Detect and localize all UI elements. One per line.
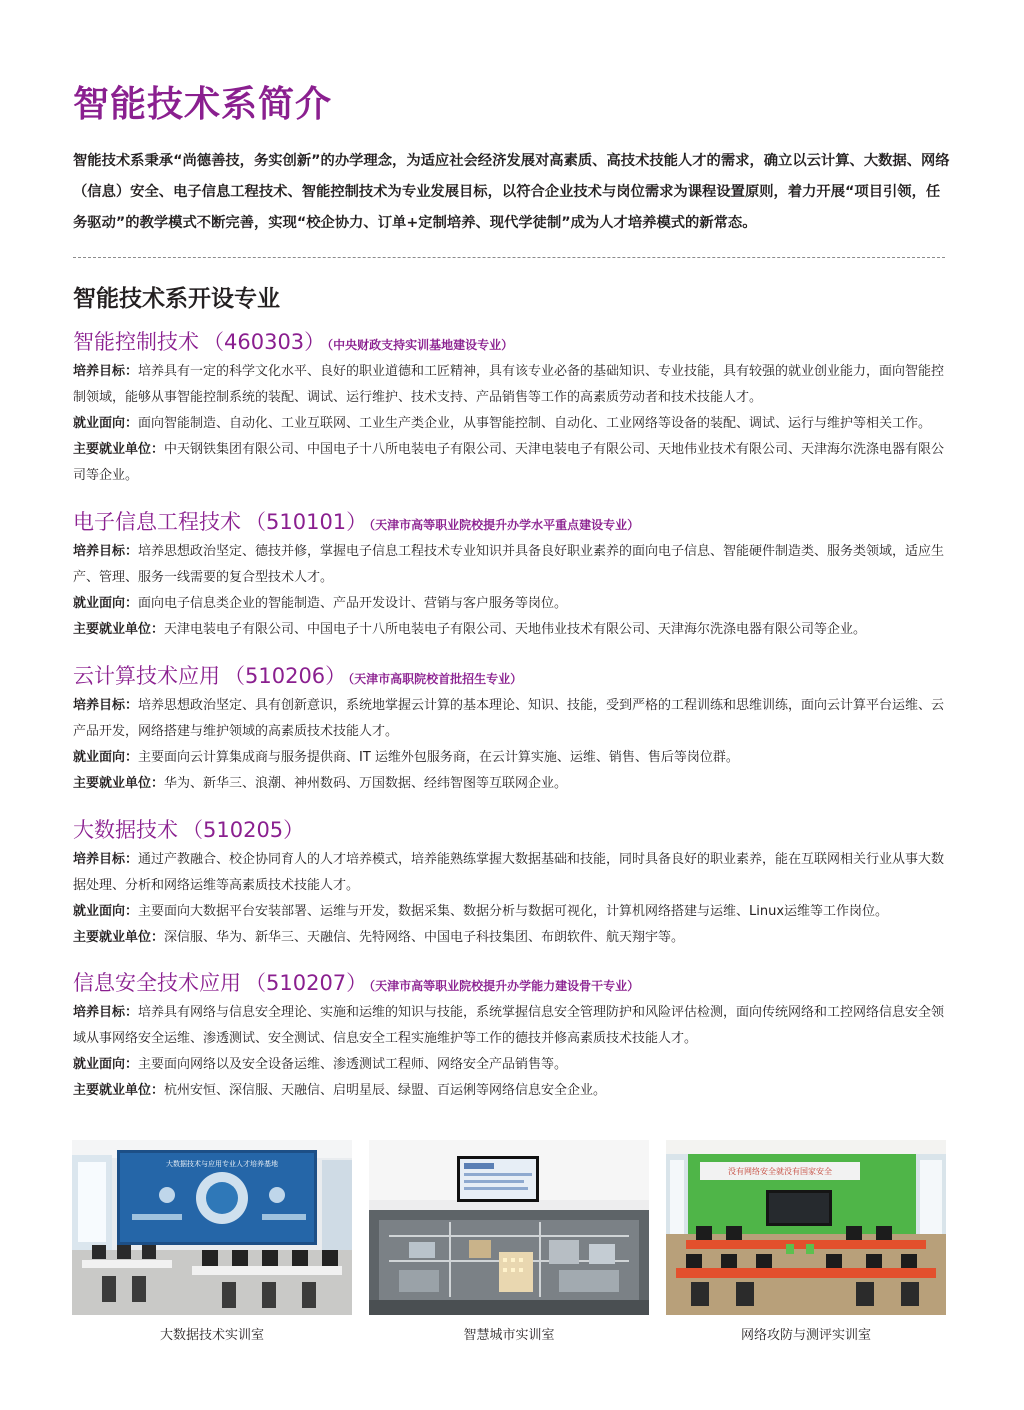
major-note: （天津市高等职业院校提升办学能力建设骨干专业） [369,979,640,993]
major-note: （中央财政支持实训基地建设专业） [327,338,514,352]
major-code: （510205） [182,818,305,842]
lab-slogan-text: 没有网络安全就没有国家安全 [728,1167,832,1176]
goal-text: 培养具有一定的科学文化水平、良好的职业道德和工匠精神，具有该专业必备的基础知识、专业技能，具有较强的就业创业能力，面向智能控制领域，能够从事智能控制系统的装配、调试、运行维护、技术支持、产品销售等工作的高素质劳动者和技术技能人才。 [73,364,945,405]
employers-label: 主要就业单位： [73,442,165,457]
jobs-text: 主要面向大数据平台安装部署、运维与开发，数据采集、数据分析与数据可视化，计算机网络搭建与运维、Linux运维等工作岗位。 [138,904,889,919]
lab-sign-text: 大数据技术与应用专业人才培养基地 [166,1160,278,1168]
goal-text: 培养思想政治坚定、具有创新意识，系统地掌握云计算的基本理论、知识、技能，受到严格的工程训练和思维训练，面向云计算平台运维、云产品开发，网络搭建与维护领域的高素质技术技能人才。 [73,698,945,739]
employers-text: 杭州安恒、深信服、天融信、启明星辰、绿盟、百运俐等网络信息安全企业。 [164,1083,607,1098]
photo-caption: 智慧城市实训室 [463,1328,555,1343]
employers-text: 深信服、华为、新华三、天融信、先特网络、中国电子科技集团、布朗软件、航天翔宇等。 [164,930,685,945]
jobs-label: 就业面向： [73,596,139,611]
goal-label: 培养目标： [73,698,139,713]
jobs-label: 就业面向： [73,1057,139,1072]
goal-text: 培养思想政治坚定、德技并修，掌握电子信息工程技术专业知识并具备良好职业素养的面向电子信息、智能硬件制造类、服务类领域，适应生产、管理、服务一线需要的复合型技术人才。 [73,544,945,585]
major-note: （天津市高等职业院校提升办学水平重点建设专业） [369,518,640,532]
jobs-text: 面向电子信息类企业的智能制造、产品开发设计、营销与客户服务等岗位。 [138,596,568,611]
page-title: 智能技术系简介 [73,84,333,125]
photo-smart-city-lab [369,1140,649,1315]
goal-label: 培养目标： [73,364,139,379]
employers-text: 天津电装电子有限公司、中国电子十八所电装电子有限公司、天地伟业技术有限公司、天津海尔洗涤电器有限公司等企业。 [164,622,867,637]
jobs-text: 主要面向云计算集成商与服务提供商、IT 运维外包服务商，在云计算实施、运维、销售、售后等岗位群。 [138,750,739,765]
major-employers [73,771,953,797]
jobs-label: 就业面向： [73,416,139,431]
major-jobs [73,591,953,617]
major-heading [73,966,953,1000]
jobs-text: 主要面向网络以及安全设备运维、渗透测试工程师、网络安全产品销售等。 [138,1057,568,1072]
photo-big-data-lab [72,1140,352,1315]
jobs-text: 面向智能制造、自动化、工业互联网、工业生产类企业，从事智能控制、自动化、工业网络等设备的装配、调试、运行与维护等相关工作。 [138,416,932,431]
dashed-divider [73,257,945,258]
major-jobs [73,1052,953,1078]
major-jobs [73,411,953,437]
major-heading [73,813,953,847]
goal-label: 培养目标： [73,544,139,559]
employers-text: 华为、新华三、浪潮、神州数码、万国数据、经纬智图等互联网企业。 [164,776,568,791]
major-employers [73,617,953,643]
major-name: 大数据技术 [73,818,178,842]
major-heading [73,505,953,539]
photo-network-security-lab [666,1140,946,1315]
major-employers [73,1078,953,1104]
major-employers [73,437,953,489]
major-note: （天津市高职院校首批招生专业） [348,672,523,686]
major-goal [73,847,953,899]
major-goal [73,359,953,411]
major-heading [73,659,953,693]
major-name: 信息安全技术应用 [73,971,241,995]
major-code: （510206） [224,664,347,688]
major-employers [73,925,953,951]
section-title: 智能技术系开设专业 [73,286,280,312]
major-name: 电子信息工程技术 [73,510,241,534]
intro-paragraph: 智能技术系秉承“尚德善技，务实创新”的办学理念，为适应社会经济发展对高素质、高技术技能人才的需求，确立以云计算、大数据、网络（信息）安全、电子信息工程技术、智能控制技术为专业发展目标，以符合企业技术与岗位需求为课程设置原则，着力开展“项目引领，任务驱动”的教学模式不断完善，实现“校企协力、订单+定制培养、现代学徒制”成为人才培养模式的新常态。 [73,153,950,231]
photo-caption: 大数据技术实训室 [159,1328,264,1343]
major-block-info-security [73,966,953,1104]
goal-text: 通过产教融合、校企协同育人的人才培养模式，培养能熟练掌握大数据基础和技能，同时具备良好的职业素养，能在互联网相关行业从事大数据处理、分析和网络运维等高素质技术技能人才。 [73,852,945,893]
goal-label: 培养目标： [73,852,139,867]
major-heading [73,325,953,359]
major-block-intelligent-control [73,325,953,489]
photo-caption: 网络攻防与测评实训室 [740,1328,871,1343]
goal-label: 培养目标： [73,1005,139,1020]
jobs-label: 就业面向： [73,904,139,919]
major-goal [73,539,953,591]
major-name: 智能控制技术 [73,330,199,354]
goal-text: 培养具有网络与信息安全理论、实施和运维的知识与技能，系统掌握信息安全管理防护和风险评估检测，面向传统网络和工控网络信息安全领域从事网络安全运维、渗透测试、安全测试、信息安全工程实施维护等工作的德技并修高素质技术技能人才。 [73,1005,945,1046]
jobs-label: 就业面向： [73,750,139,765]
employers-label: 主要就业单位： [73,622,165,637]
major-block-cloud-computing [73,659,953,797]
employers-label: 主要就业单位： [73,930,165,945]
major-code: （510101） [245,510,368,534]
major-jobs [73,899,953,925]
employers-text: 中天钢铁集团有限公司、中国电子十八所电装电子有限公司、天津电装电子有限公司、天地伟业技术有限公司、天津海尔洗涤电器有限公司等企业。 [73,442,945,483]
major-code: （460303） [203,330,326,354]
major-block-big-data [73,813,953,951]
major-code: （510207） [245,971,368,995]
major-name: 云计算技术应用 [73,664,220,688]
employers-label: 主要就业单位： [73,776,165,791]
employers-label: 主要就业单位： [73,1083,165,1098]
major-jobs [73,745,953,771]
major-block-electronic-info [73,505,953,643]
major-goal [73,693,953,745]
major-goal [73,1000,953,1052]
